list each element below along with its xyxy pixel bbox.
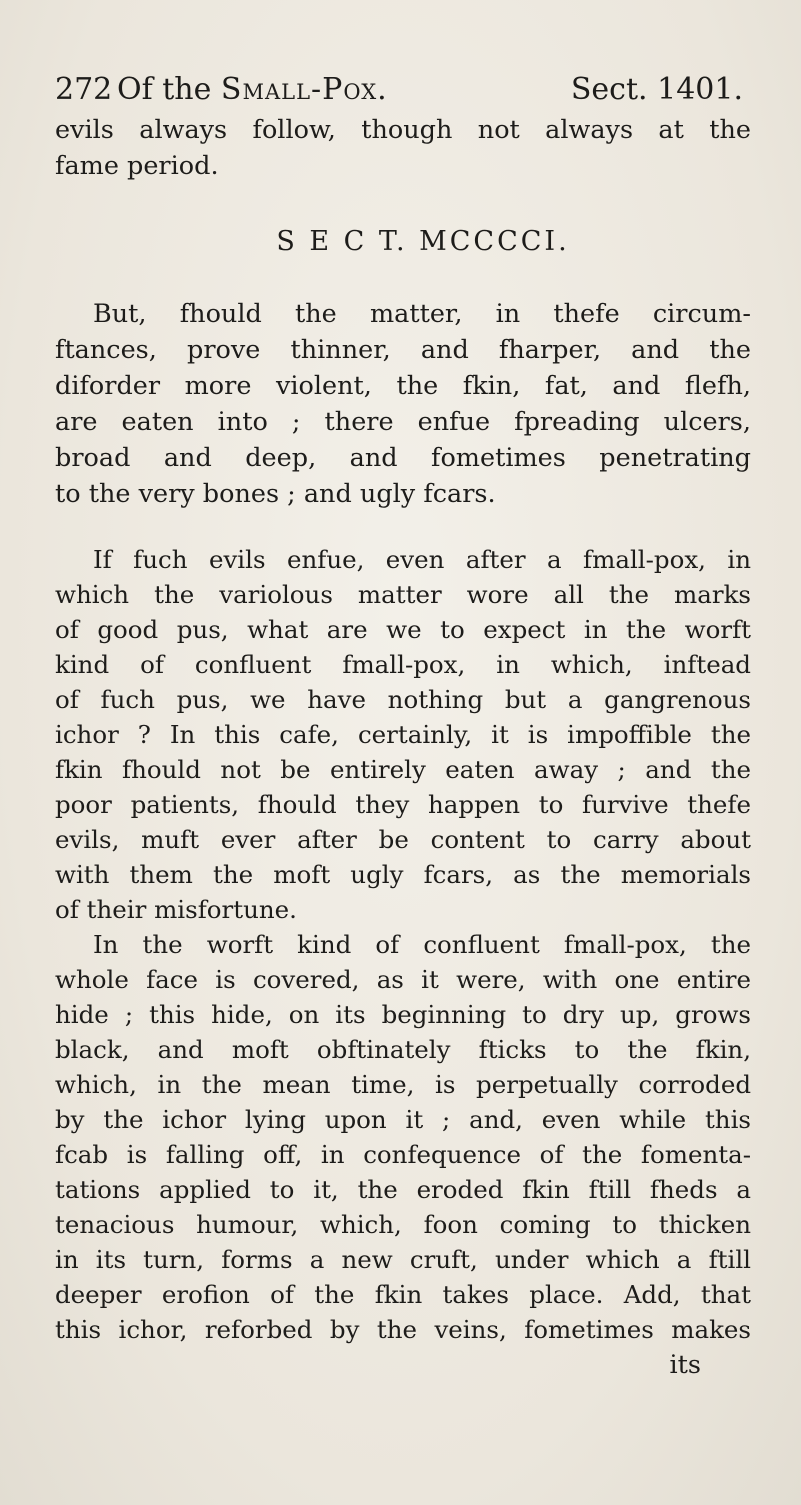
- text-line: which the variolous matter wore all the marks: [55, 580, 751, 609]
- running-title-small-caps: Small-Pox.: [220, 72, 388, 107]
- text-line: tations applied to it, the eroded fkin ftill fheds a: [55, 1175, 751, 1204]
- text-line: are eaten into ; there enfue fpreading ulcers,: [55, 407, 751, 437]
- text-line: kind of confluent fmall-pox, in which, inftead: [55, 650, 751, 679]
- text-line: tenacious humour, which, foon coming to thicken: [55, 1210, 751, 1239]
- text-line: broad and deep, and fometimes penetrating: [55, 443, 751, 473]
- text-line: with them the moft ugly fcars, as the memorials: [55, 860, 751, 889]
- section-reference: Sect. 1401.: [570, 72, 743, 107]
- text-line: evils, muft ever after be content to carry about: [55, 825, 751, 854]
- opening-text: [55, 112, 751, 184]
- running-title-prefix: Of the: [117, 72, 212, 107]
- running-head: [55, 70, 751, 110]
- text-line: diforder more violent, the fkin, fat, and flefh,: [55, 371, 751, 401]
- text-line: hide ; this hide, on its beginning to dry up, grows: [55, 1000, 751, 1029]
- text-line: In the worft kind of confluent fmall-pox, the: [93, 930, 751, 959]
- paragraph-2: [55, 542, 751, 927]
- text-line: of their misfortune.: [55, 895, 297, 924]
- text-line: deeper erofion of the fkin takes place. Add, that: [55, 1280, 751, 1309]
- text-line: this ichor, reforbed by the veins, fometimes makes: [55, 1315, 751, 1344]
- text-line: fame period.: [55, 151, 219, 181]
- text-line: to the very bones ; and ugly fcars.: [55, 479, 496, 509]
- text-line: ichor ? In this cafe, certainly, it is impoffible the: [55, 720, 751, 749]
- text-line: black, and moft obftinately fticks to the fkin,: [55, 1035, 751, 1064]
- text-line: by the ichor lying upon it ; and, even while this: [55, 1105, 751, 1134]
- text-line: If fuch evils enfue, even after a fmall-pox, in: [93, 545, 751, 574]
- text-line: fcab is falling off, in confequence of the fomenta-: [55, 1140, 751, 1169]
- text-line: ftances, prove thinner, and fharper, and the: [55, 335, 751, 365]
- text-line: poor patients, fhould they happen to furvive thefe: [55, 790, 751, 819]
- text-line: fkin fhould not be entirely eaten away ; and the: [55, 755, 751, 784]
- text-line: But, fhould the matter, in thefe circum-: [93, 299, 751, 329]
- catchword: its: [669, 1350, 701, 1380]
- text-line: whole face is covered, as it were, with one entire: [55, 965, 751, 994]
- text-line: in its turn, forms a new cruft, under which a ftill: [55, 1245, 751, 1274]
- paragraph-1: [55, 296, 751, 512]
- text-line: of fuch pus, we have nothing but a gangrenous: [55, 685, 751, 714]
- text-line: which, in the mean time, is perpetually corroded: [55, 1070, 751, 1099]
- text-line: evils always follow, though not always at the: [55, 115, 751, 145]
- running-title: [117, 70, 388, 110]
- text-line: of good pus, what are we to expect in the worft: [55, 615, 751, 644]
- page-number: 272: [55, 72, 113, 107]
- section-heading: S E C T. MCCCCI.: [276, 226, 570, 257]
- paragraph-3: [55, 927, 751, 1347]
